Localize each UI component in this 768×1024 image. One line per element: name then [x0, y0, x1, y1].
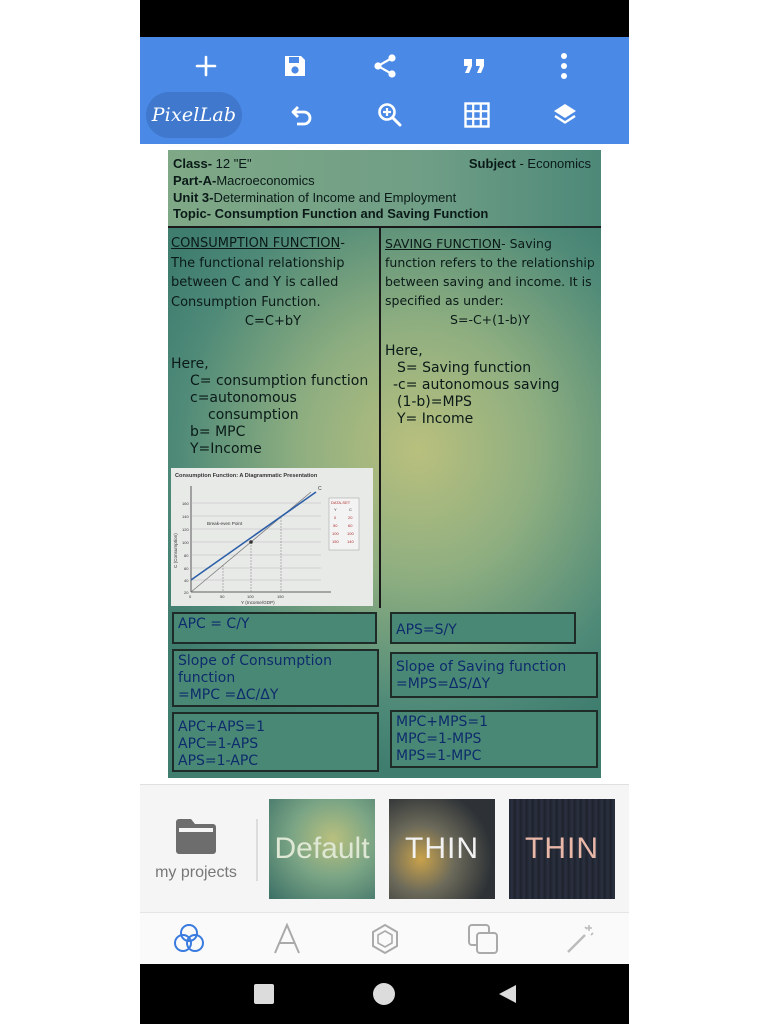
add-icon[interactable]	[182, 46, 230, 86]
graph-ylabel: C (Consumption)	[173, 533, 178, 568]
slope-c-line: Slope of Consumption	[178, 653, 332, 669]
top-toolbar	[140, 37, 629, 144]
projects-panel	[140, 784, 629, 913]
consumption-def-1: c=autonomous	[190, 389, 297, 406]
mpc-mps-line: MPS=1-MPC	[396, 748, 482, 764]
shape-icon	[369, 923, 401, 955]
x-tick: 0	[189, 594, 192, 599]
tab-effects[interactable]	[532, 913, 629, 965]
saving-def-2: (1-b)=MPS	[397, 394, 472, 410]
layers-icon[interactable]	[541, 95, 589, 135]
undo-icon[interactable]	[278, 95, 326, 135]
pixellab-logo[interactable]	[146, 92, 242, 138]
y-tick: 60	[184, 566, 189, 571]
x-tick: 150	[277, 594, 284, 599]
table-title: DATA-SET	[331, 500, 351, 505]
curve-label: C	[318, 486, 322, 492]
table-cell: 50	[333, 523, 338, 528]
table-cell: 60	[348, 523, 353, 528]
y-tick: 100	[182, 540, 189, 545]
right-margin	[629, 0, 768, 1024]
saving-column	[385, 234, 595, 428]
table-cell: 150	[332, 539, 339, 544]
template-default[interactable]	[269, 799, 375, 899]
logo-text: PixelLab	[151, 104, 237, 126]
background-icon	[172, 922, 206, 956]
slope-c-line: function	[178, 670, 236, 686]
y-tick: 160	[182, 501, 189, 506]
apc-aps-line: APC=1-APS	[178, 736, 259, 752]
apc-text: APC = C/Y	[178, 616, 250, 632]
graph-title: Consumption Function: A Diagrammatic Presentation	[175, 473, 318, 479]
zoom-in-icon[interactable]	[366, 95, 414, 135]
subject-line: Subject - Economics	[468, 156, 591, 171]
share-icon[interactable]	[361, 46, 409, 86]
consumption-def-3: b= MPC	[190, 423, 246, 440]
part-line: Part-A-Macroeconomics	[173, 173, 315, 188]
home-icon[interactable]	[372, 982, 396, 1006]
apc-aps-box[interactable]	[172, 712, 379, 772]
consumption-here: Here,	[171, 355, 209, 372]
bottom-tabs	[140, 912, 629, 965]
panel-divider	[256, 819, 258, 881]
poster-header	[168, 150, 601, 228]
effects-icon	[565, 923, 597, 955]
saving-def-1: -c= autonomous saving	[393, 377, 560, 393]
consumption-formula: C=C+bY	[244, 314, 302, 329]
consumption-column	[171, 234, 375, 458]
y-tick: 20	[184, 590, 189, 595]
tab-shape[interactable]	[336, 913, 434, 965]
consumption-def-4: Y=Income	[190, 440, 262, 457]
consumption-graph-image[interactable]	[171, 468, 373, 606]
aps-text: APS=S/Y	[396, 622, 457, 638]
app-window	[140, 0, 629, 1024]
breakeven-label: Break-even Point	[207, 521, 243, 526]
y-tick: 40	[184, 578, 189, 583]
saving-def-3: Y= Income	[397, 411, 474, 427]
class-line: Class- 12 "E"	[173, 156, 252, 171]
recents-icon[interactable]	[252, 982, 276, 1006]
apc-box[interactable]	[172, 612, 377, 644]
table-cell: 100	[332, 531, 339, 536]
left-margin	[0, 0, 140, 1024]
template-default-label: Default	[274, 832, 370, 865]
mpc-mps-line: MPC+MPS=1	[396, 714, 489, 730]
tab-background[interactable]	[140, 913, 238, 965]
template-thin-2[interactable]	[509, 799, 615, 899]
system-nav-bar	[140, 964, 629, 1024]
slope-saving-box[interactable]	[390, 652, 598, 698]
column-divider	[379, 228, 381, 608]
table-header: C	[349, 507, 352, 512]
quote-icon[interactable]	[450, 46, 498, 86]
tab-text[interactable]	[238, 913, 336, 965]
topic-line: Topic- Consumption Function and Saving Function	[173, 206, 489, 221]
consumption-def-0: C= consumption function	[190, 372, 369, 389]
template-thin-1[interactable]	[389, 799, 495, 899]
poster[interactable]	[168, 150, 601, 778]
tab-layers[interactable]	[434, 913, 532, 965]
mpc-mps-box[interactable]	[390, 710, 598, 768]
more-vert-icon[interactable]	[540, 46, 588, 86]
my-projects-button[interactable]	[140, 785, 252, 913]
table-cell: 20	[348, 515, 353, 520]
table-cell: 140	[347, 539, 354, 544]
apc-aps-line: APC+APS=1	[178, 719, 266, 735]
graph-xlabel: Y (Income/GDP)	[241, 600, 275, 605]
y-tick: 120	[182, 527, 189, 532]
saving-def-0: S= Saving function	[397, 360, 532, 376]
back-icon[interactable]	[495, 982, 519, 1006]
saving-here: Here,	[385, 343, 423, 359]
template-thin-1-label: THIN	[405, 832, 479, 865]
table-header: Y	[334, 507, 337, 512]
text-icon	[272, 923, 302, 955]
my-projects-label: my projects	[155, 864, 237, 881]
layers-icon	[467, 923, 499, 955]
consumption-text: The functional relationship between C and Y is called Consumption Function.	[171, 255, 345, 310]
grid-icon[interactable]	[453, 95, 501, 135]
apc-aps-line: APS=1-APC	[178, 753, 259, 769]
slope-s-line: Slope of Saving function	[396, 659, 567, 675]
consumption-def-2: consumption	[208, 406, 299, 423]
x-tick: 50	[220, 594, 225, 599]
consumption-heading: CONSUMPTION FUNCTION-	[171, 236, 345, 251]
slope-c-line: =MPC =ΔC/ΔY	[178, 687, 279, 703]
table-cell: 100	[347, 531, 354, 536]
y-tick: 80	[184, 553, 189, 558]
status-bar	[140, 0, 629, 37]
saving-formula: S=-C+(1-b)Y	[450, 312, 530, 327]
y-tick: 140	[182, 514, 189, 519]
aps-box[interactable]	[390, 612, 576, 644]
editor-canvas[interactable]	[140, 144, 629, 784]
folder-icon	[174, 816, 218, 856]
slope-consumption-box[interactable]	[172, 649, 379, 707]
template-thin-2-label: THIN	[525, 832, 599, 865]
mpc-mps-line: MPC=1-MPS	[396, 731, 482, 747]
unit-line: Unit 3-Determination of Income and Employment	[173, 190, 457, 205]
slope-s-line: =MPS=ΔS/ΔY	[396, 676, 491, 692]
save-icon[interactable]	[271, 46, 319, 86]
x-tick: 100	[247, 594, 254, 599]
table-cell: 0	[334, 515, 337, 520]
saving-heading: SAVING FUNCTION- Saving function refers to the relationship between saving and income. It is specified as under:	[385, 236, 595, 308]
